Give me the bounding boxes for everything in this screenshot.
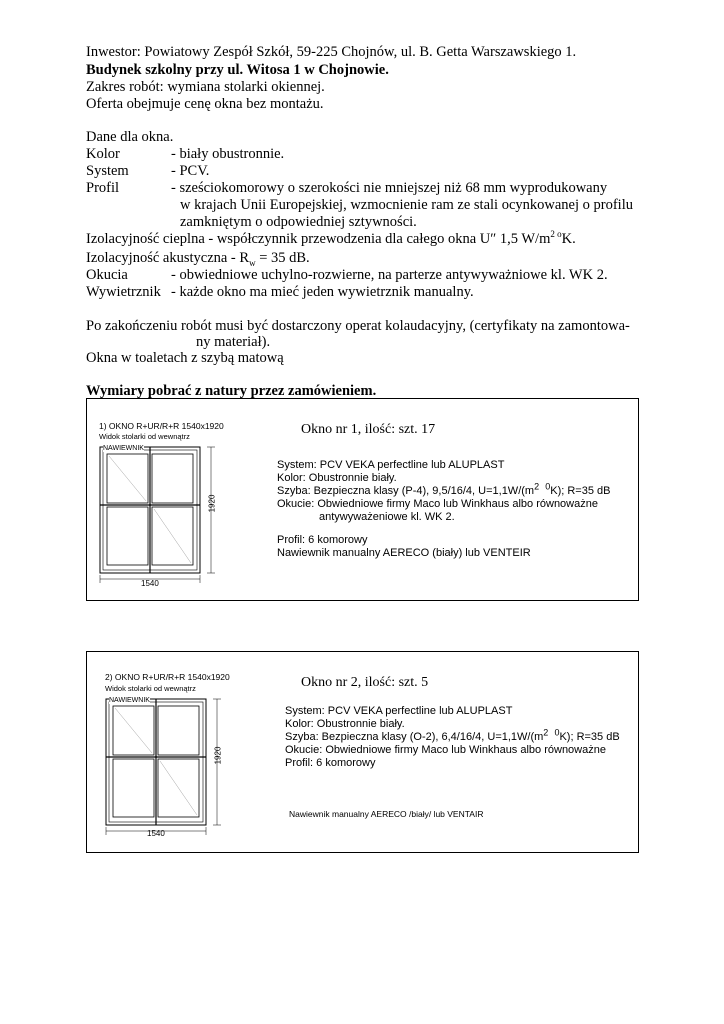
window-1-spec-vent: Nawiewnik manualny AERECO (biały) lub VENTEIR [277, 547, 531, 559]
window-2-spec-glass-sup1: 2 [543, 727, 549, 738]
window-1-spec-glass-sup1: 2 [534, 481, 540, 492]
thermal-text: Izolacyjność cieplna - współczynnik przewodzenia dla całego okna U″ 1,5 W/m [86, 231, 551, 247]
vent-label: Wywietrznik [86, 284, 161, 300]
system-label: System [86, 163, 129, 179]
window-1-spec-glass-a: Szyba: Bezpieczna klasy (P-4), 9,5/16/4, U=1,1W/(m [277, 485, 535, 497]
window-1-vent-tag: NAWIEWNIK [103, 445, 144, 452]
window-1-spec-system: System: PCV VEKA perfectline lub ALUPLAST [277, 459, 505, 471]
window-1-drawing-subtitle: Widok stolarki od wewnątrz [99, 432, 190, 441]
system-value: - PCV. [171, 163, 210, 179]
window-2-vent-tag: NAWIEWNIK [109, 697, 150, 704]
profile-line-1: - sześciokomorowy o szerokości nie mniejszej niż 68 mm wyprodukowany [171, 180, 608, 196]
window-2-spec-glass-sup2: 0 [554, 727, 560, 738]
building-line: Budynek szkolny przy ul. Witosa 1 w Chojnowie. [86, 62, 389, 78]
acoustic-value: = 35 dB. [255, 250, 310, 266]
completion-line-2: ny materiał). [196, 334, 271, 350]
window-2-drawing-subtitle: Widok stolarki od wewnątrz [105, 684, 196, 693]
window-2-height-dim: 1920 [213, 746, 223, 765]
window-1-height-dim: 1920 [207, 494, 217, 513]
window-2-card [86, 651, 639, 853]
window-1-spec-color: Kolor: Obustronnie biały. [277, 472, 397, 484]
profile-label: Profil [86, 180, 120, 196]
offer-line: Oferta obejmuje cenę okna bez montażu. [86, 96, 324, 112]
window-2-spec-color: Kolor: Obustronnie biały. [285, 718, 405, 730]
window-1-spec-fittings-2: antywyważeniowe kl. WK 2. [319, 511, 455, 523]
window-1-drawing [95, 441, 235, 591]
window-1-spec-profile: Profil: 6 komorowy [277, 534, 368, 546]
window-2-width-dim: 1540 [147, 829, 165, 838]
fittings-label: Okucia [86, 267, 128, 283]
window-1-heading: Okno nr 1, ilość: szt. 17 [301, 422, 436, 437]
profile-line-3: zamkniętym o odpowiedniej sztywności. [180, 214, 417, 230]
window-1-card [86, 398, 639, 601]
profile-line-2: w krajach Unii Europejskiej, wzmocnienie ram ze stali ocynkowanej o profilu [180, 197, 633, 213]
window-1-spec-glass-b: K); R=35 dB [550, 485, 611, 497]
investor-line: Inwestor: Powiatowy Zespół Szkół, 59-225 Chojnów, ul. B. Getta Warszawskiego 1. [86, 44, 577, 60]
window-1-drawing-title: 1) OKNO R+UR/R+R 1540x1920 [99, 421, 224, 431]
window-2-spec-glass-a: Szyba: Bezpieczna klasy (O-2), 6,4/16/4, U=1,1W/(m [285, 731, 544, 743]
window-2-spec-glass-b: K); R=35 dB [559, 731, 620, 743]
window-1-spec-glass-sup2: 0 [545, 481, 551, 492]
dimensions-note: Wymiary pobrać z natury przez zamówieniem. [86, 383, 377, 399]
acoustic-line [86, 250, 310, 267]
window-2-spec-profile: Profil: 6 komorowy [285, 757, 376, 769]
thermal-line [86, 231, 576, 248]
window-1-width-dim: 1540 [141, 579, 159, 588]
window-2-spec-fittings-1: Okucie: Obwiedniowe firmy Maco lub Winkhaus albo równoważne [285, 744, 606, 756]
window-2-drawing [101, 693, 241, 843]
window-data-heading: Dane dla okna. [86, 129, 174, 145]
fittings-value: - obwiedniowe uchylno-rozwierne, na parterze antywyważniowe kl. WK 2. [171, 267, 608, 283]
scope-line: Zakres robót: wymiana stolarki okiennej. [86, 79, 325, 95]
color-label: Kolor [86, 146, 120, 162]
acoustic-sub: w [249, 257, 256, 268]
thermal-sup: 2 o [550, 229, 562, 240]
toilet-line: Okna w toaletach z szybą matową [86, 350, 284, 366]
window-1-spec-glass [277, 481, 611, 498]
color-value: - biały obustronnie. [171, 146, 285, 162]
window-2-spec-vent: Nawiewnik manualny AERECO /biały/ lub VENTAIR [289, 809, 484, 819]
vent-value: - każde okno ma mieć jeden wywietrznik manualny. [171, 284, 474, 300]
thermal-unit: K. [561, 231, 576, 247]
window-1-spec-fittings-1: Okucie: Obwiedniowe firmy Maco lub Winkhaus albo równoważne [277, 498, 598, 510]
acoustic-label: Izolacyjność akustyczna - R [86, 250, 250, 266]
window-2-drawing-title: 2) OKNO R+UR/R+R 1540x1920 [105, 672, 230, 682]
window-2-spec-glass [285, 727, 620, 744]
window-2-spec-system: System: PCV VEKA perfectline lub ALUPLAST [285, 705, 513, 717]
completion-line-1: Po zakończeniu robót musi być dostarczony operat kolaudacyjny, (certyfikaty na zamontowa- [86, 318, 630, 334]
window-2-heading: Okno nr 2, ilość: szt. 5 [301, 675, 429, 690]
